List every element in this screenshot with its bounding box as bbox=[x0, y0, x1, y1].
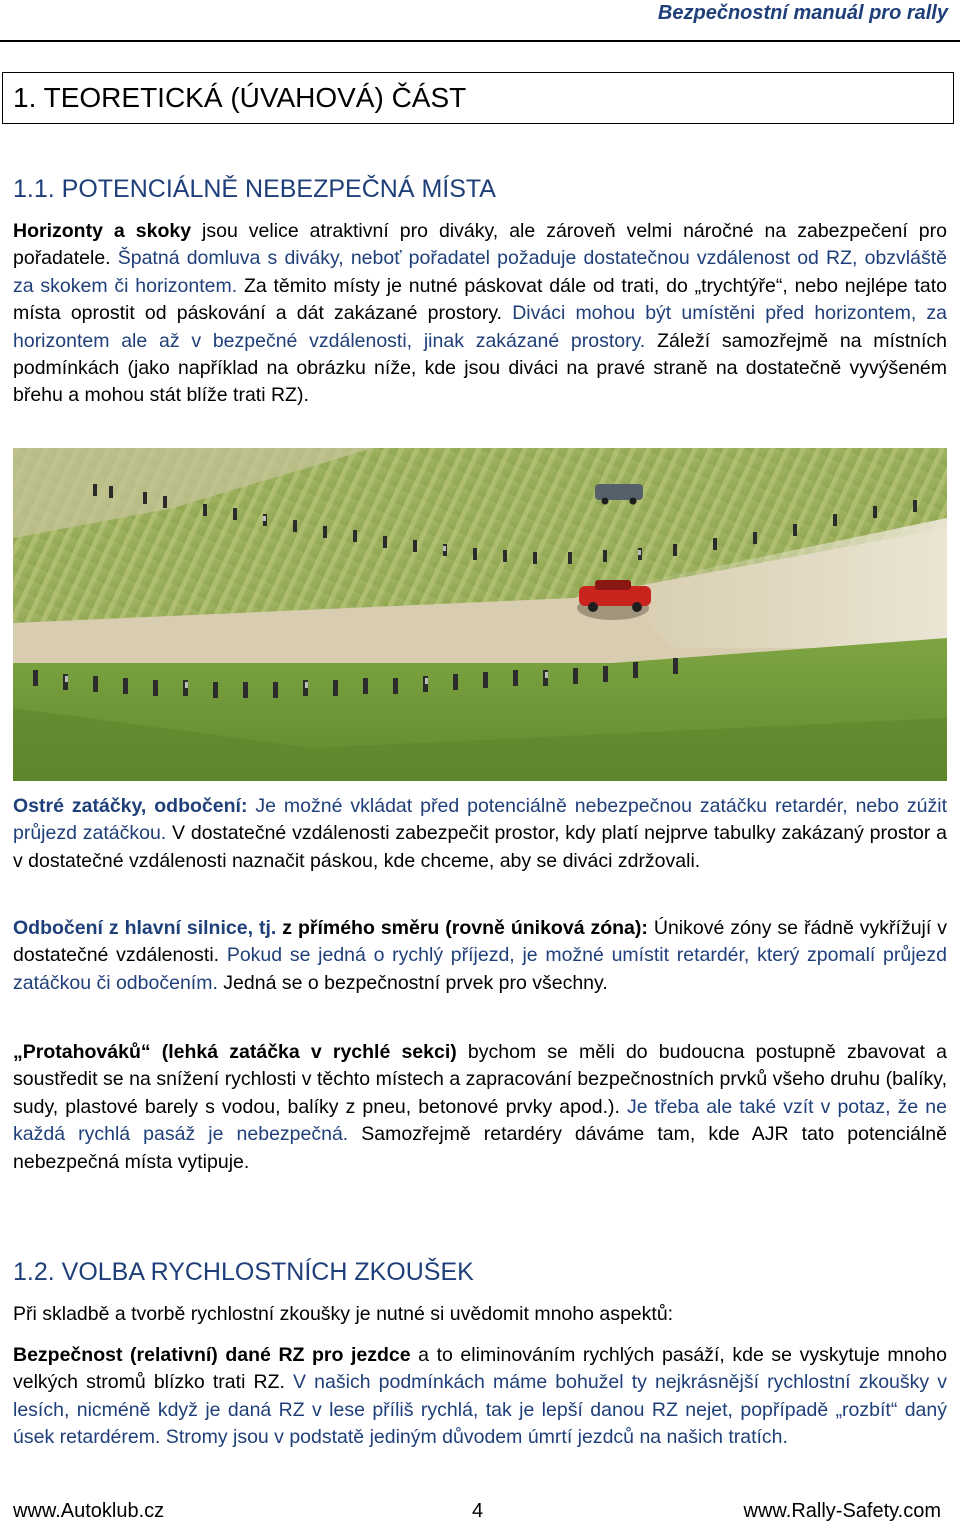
footer-left-link[interactable]: www.Autoklub.cz bbox=[13, 1500, 165, 1522]
section-title: 1. TEORETICKÁ (ÚVAHOVÁ) ČÁST bbox=[13, 82, 467, 113]
text-span: jsou velice atraktivní pro diváky, ale zároveň velmi náročné na zabezpečení pro pořadatele. bbox=[13, 220, 947, 270]
text-span: Jedná se o bezpečnostní prvek pro všechny. bbox=[217, 971, 608, 994]
text-span: Pokud se jedná o rychlý příjezd, je možné umístit retardér, který zpomalí průjezd zatáčkou či odbočením. bbox=[13, 944, 947, 994]
paragraph-lead: Odbočení z hlavní silnice, tj. bbox=[13, 917, 277, 939]
paragraph-lead: Bezpečnost (relativní) dané RZ pro jezdce bbox=[13, 1344, 411, 1366]
paragraph-lead: Ostré zatáčky, odbočení: bbox=[13, 795, 248, 817]
paragraph-safety bbox=[13, 1342, 947, 1452]
paragraph-lead: z přímého směru (rovně úniková zóna): bbox=[276, 917, 648, 939]
text-span: a to eliminováním rychlých pasáží, kde se vyskytuje mnoho velkých stromů blízko trati RZ. bbox=[13, 1344, 947, 1394]
subsection-title-1-2: 1.2. VOLBA RYCHLOSTNÍCH ZKOUŠEK bbox=[13, 1258, 474, 1286]
text-span: Únikové zóny se řádně vykřížují v dostatečné vzdálenosti. bbox=[13, 917, 947, 967]
footer-right-link[interactable]: www.Rally-Safety.com bbox=[743, 1500, 941, 1522]
text-span: Špatná domluva s diváky, neboť pořadatel požaduje dostatečnou vzdálenost od RZ, obzvláště za skokem či horizontem. bbox=[13, 247, 947, 297]
paragraph-main-road-turns bbox=[13, 915, 947, 997]
text-span: Při skladbě a tvorbě rychlostní zkoušky je nutné si uvědomit mnoho aspektů: bbox=[13, 1303, 674, 1325]
text-span: Je možné vkládat před potenciálně nebezpečnou zatáčku retardér, nebo zúžit průjezd zatáčkou. bbox=[13, 795, 948, 845]
subsection-title-1-1: 1.1. POTENCIÁLNĚ NEBEZPEČNÁ MÍSTA bbox=[13, 175, 496, 203]
rally-photo bbox=[13, 448, 947, 781]
rally-photo-illustration bbox=[13, 448, 947, 781]
text-span: Diváci mohou být umístěni před horizontem, za horizontem ale až v bezpečné vzdálenosti, jinak zakázané prostory. bbox=[13, 302, 948, 352]
text-span: Je třeba ale také vzít v potaz, že ne každá rychlá pasáž je nebezpečná. bbox=[13, 1095, 947, 1146]
paragraph-aspects-intro bbox=[13, 1301, 947, 1328]
header-divider bbox=[0, 40, 960, 42]
paragraph-sharp-corners bbox=[13, 793, 947, 875]
text-span: bychom se měli do budoucna postupně zbavovat a soustředit se na snížení rychlosti v těchto místech a zapracování bezpečnostních prvků všeho druhu (balíky, sudy, plastové barely s vodou, balíky z pneu, betonové prvky apod.). bbox=[13, 1041, 947, 1118]
text-span: Záleží samozřejmě na místních podmínkách (jako například na obrázku níže, kde jsou diváci na pravé straně na dostatečně vyvýšeném břehu a mohou stát blíže trati RZ). bbox=[13, 329, 947, 407]
paragraph-lead: Horizonty a skoky bbox=[13, 220, 192, 242]
paragraph-fast-bends bbox=[13, 1039, 947, 1176]
paragraph-lead: „Protahováků“ (lehká zatáčka v rychlé sekci) bbox=[13, 1041, 457, 1063]
paragraph-horizons bbox=[13, 218, 947, 410]
text-span: Samozřejmě retardéry dáváme tam, kde AJR tato potenciálně nebezpečná místa vytipuje. bbox=[13, 1123, 947, 1173]
text-span: V dostatečné vzdálenosti zabezpečit prostor, kdy platí nejprve tabulky zakázaný prostor a v dostatečné vzdálenosti naznačit páskou, kde chceme, aby se diváci zdržovali. bbox=[13, 822, 947, 872]
document-header-title: Bezpečnostní manuál pro rally bbox=[657, 2, 948, 24]
text-span: V našich podmínkách máme bohužel ty nejkrásnější rychlostní zkoušky v lesích, nicméně když je daná RZ v lese příliš rychlá, tak je lepší danou RZ nejet, popřípadě „rozbít“ daný úsek retardérem. Stromy jsou v podstatě jediným důvodem úmrtí jezdců na našich tratích. bbox=[13, 1371, 948, 1449]
footer-page-number: 4 bbox=[472, 1500, 484, 1522]
rally-car bbox=[577, 580, 651, 620]
text-span: Za těmito místy je nutné páskovat dále od trati, do „trychtýře“, nebo nejlépe tato místa oprostit od páskování a dát zakázané prostory. bbox=[13, 274, 947, 325]
